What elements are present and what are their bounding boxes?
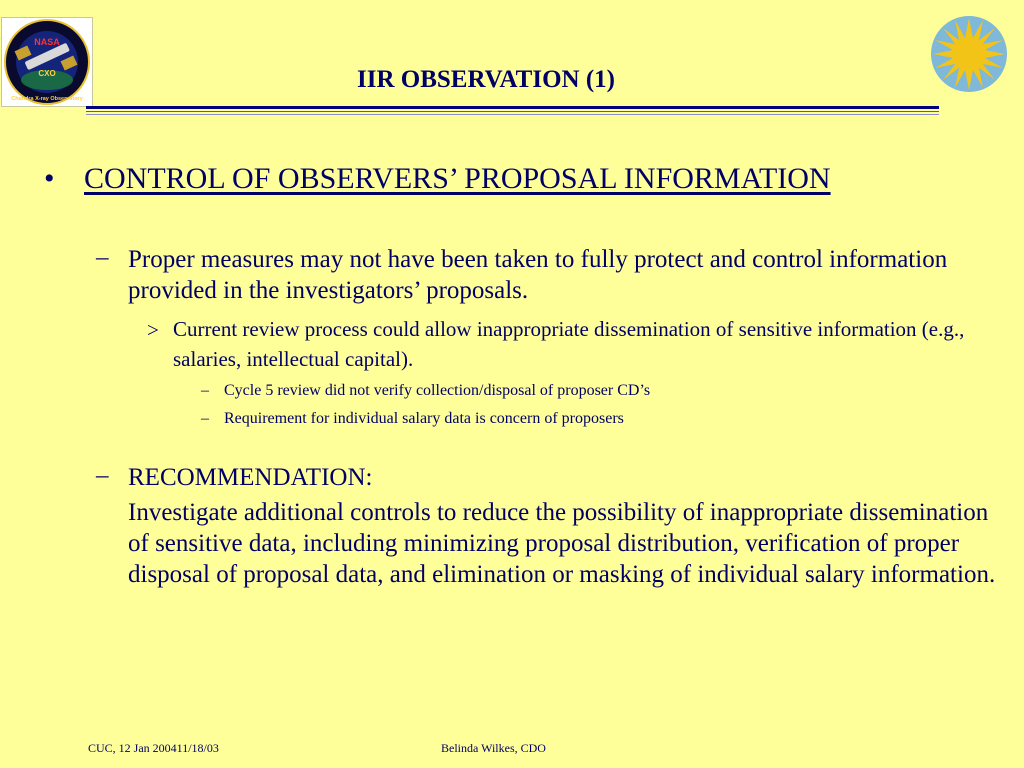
logo-ring-text: Chandra X-ray Observatory	[11, 96, 83, 102]
title-divider	[86, 106, 939, 109]
main-bullet-text: CONTROL OF OBSERVERS’ PROPOSAL INFORMATION	[84, 162, 831, 195]
footer-date: CUC, 12 Jan 200411/18/03	[88, 741, 219, 755]
recommendation-heading: RECOMMENDATION:	[128, 464, 373, 491]
footer-author: Belinda Wilkes, CDO	[441, 741, 546, 755]
detail-marker: >	[147, 318, 159, 342]
finding-text: Proper measures may not have been taken to fully protect and control information provided in the investigators’ proposals.	[128, 246, 948, 304]
detail-item-marker: –	[201, 410, 209, 427]
detail-item: Requirement for individual salary data is concern of proposers	[224, 410, 624, 427]
logo-nasa-text: NASA	[34, 37, 60, 47]
finding-marker: –	[96, 244, 109, 271]
title-divider-thin	[86, 111, 939, 112]
bullet-marker: •	[44, 162, 55, 195]
main-bullet	[44, 162, 831, 196]
recommendation-marker: –	[96, 462, 109, 489]
recommendation-text: Investigate additional controls to reduce the possibility of inappropriate dissemination of sensitive data, including minimizing proposal distribution, verification of proper disposal of proposal data, and elimination or masking of individual salary information.	[128, 499, 996, 588]
title-divider-thinner	[86, 114, 939, 115]
detail-item-marker: –	[201, 382, 209, 399]
detail-text: Current review process could allow inappropriate dissemination of sensitive information (e.g., salaries, intellectual capital).	[173, 317, 965, 371]
slide-title: IIR OBSERVATION (1)	[357, 66, 615, 93]
logo-cxo-text: CXO	[38, 69, 56, 78]
detail-item: Cycle 5 review did not verify collection/disposal of proposer CD’s	[224, 382, 651, 399]
